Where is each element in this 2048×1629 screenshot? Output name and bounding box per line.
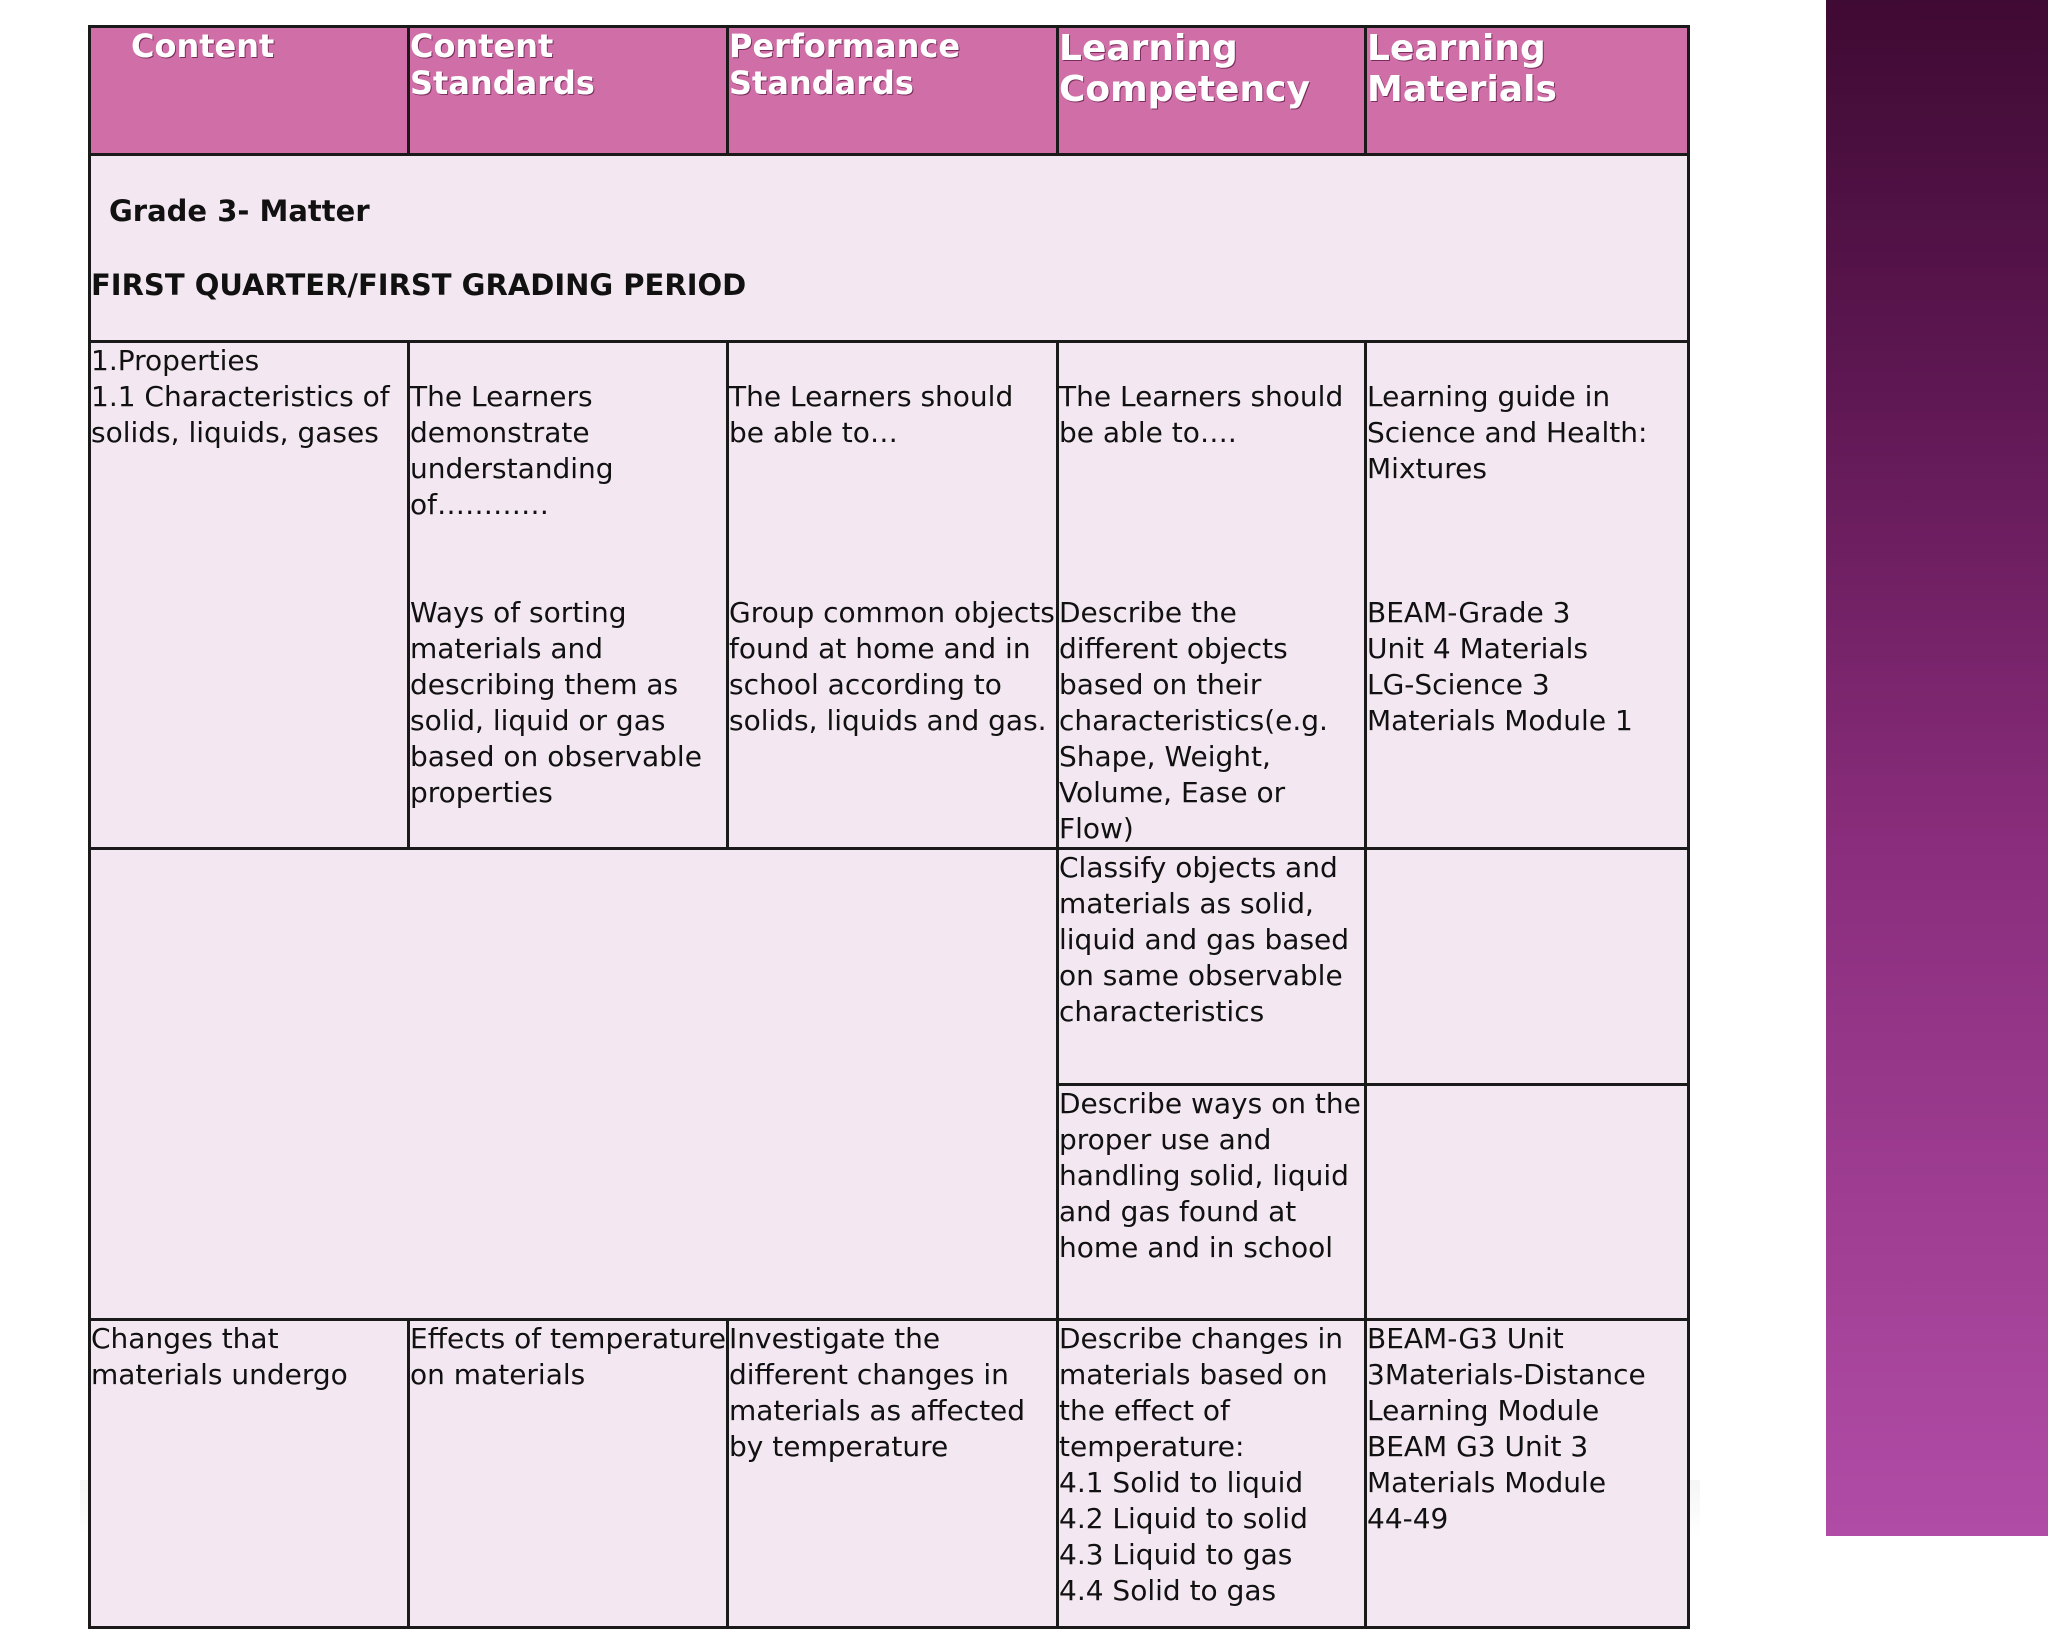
header-performance-standards: Performance Standards — [728, 27, 1058, 155]
section-row — [90, 155, 1689, 342]
row1-learning-materials — [1366, 342, 1689, 849]
row1-competency-body: Describe the different objects based on their characteristics(e.g. Shape, Weight, Volume, Ease or Flow) — [1059, 596, 1328, 845]
section-heading-cell — [90, 155, 1689, 342]
row4-learning-materials — [1366, 1320, 1689, 1628]
header-row — [90, 27, 1689, 155]
row4-content-standards — [409, 1320, 728, 1628]
spacer — [1059, 451, 1364, 559]
spacer — [410, 523, 726, 559]
row4-materials-text: BEAM-G3 Unit 3Materials-Distance Learning Module BEAM G3 Unit 3 Materials Module 44-49 — [1367, 1322, 1646, 1535]
row1-competency-intro: The Learners should be able to…. — [1059, 380, 1344, 449]
row2-learning-competency — [1058, 849, 1366, 1085]
header-learning-materials: Learning Materials — [1366, 27, 1689, 155]
header-content: Content — [90, 27, 409, 155]
row4-performance-text: Investigate the different changes in materials as affected by temperature — [729, 1322, 1026, 1463]
row4-content-standards-text: Effects of temperature on materials — [410, 1322, 726, 1391]
header-content-standards: Content Standards — [409, 27, 728, 155]
empty-merged-cell — [90, 849, 1058, 1320]
curriculum-table — [88, 25, 1690, 1629]
section-subtitle: FIRST QUARTER/FIRST GRADING PERIOD — [91, 268, 747, 302]
row1-performance-standards — [728, 342, 1058, 849]
row4-content — [90, 1320, 409, 1628]
row1-materials-body: BEAM-Grade 3 Unit 4 Materials LG-Science 3 Materials Module 1 — [1367, 596, 1633, 737]
decorative-side-band — [1826, 0, 2048, 1536]
row2-competency-text: Classify objects and materials as solid, liquid and gas based on same observable characteristics — [1059, 851, 1350, 1028]
row1-materials-intro: Learning guide in Science and Health: Mixtures — [1367, 380, 1648, 485]
table-row — [90, 342, 1689, 849]
row3-learning-competency — [1058, 1085, 1366, 1320]
row1-content — [90, 342, 409, 849]
table-row — [90, 849, 1689, 1085]
table-row — [90, 1320, 1689, 1628]
row1-learning-competency — [1058, 342, 1366, 849]
row4-competency-text: Describe changes in materials based on the effect of temperature: 4.1 Solid to liquid 4.2 Liquid to solid 4.3 Liquid to gas 4.4 Solid to gas — [1059, 1322, 1344, 1607]
row1-content-text: 1.Properties 1.1 Characteristics of solids, liquids, gases — [91, 344, 390, 449]
row3-competency-text: Describe ways on the proper use and handling solid, liquid and gas found at home and in school — [1059, 1087, 1361, 1264]
header-learning-competency: Learning Competency — [1058, 27, 1366, 155]
spacer — [1367, 487, 1687, 559]
spacer — [729, 451, 1056, 559]
row4-learning-competency — [1058, 1320, 1366, 1628]
row2-learning-materials — [1366, 849, 1689, 1085]
row1-performance-body: Group common objects found at home and in school according to solids, liquids and gas. — [729, 596, 1055, 737]
row1-content-standards-body: Ways of sorting materials and describing them as solid, liquid or gas based on observable properties — [410, 596, 702, 809]
section-title: Grade 3- Matter — [109, 194, 370, 228]
row1-content-standards-intro: The Learners demonstrate understanding of………… — [410, 380, 614, 521]
row3-learning-materials — [1366, 1085, 1689, 1320]
row4-content-text: Changes that materials undergo — [91, 1322, 348, 1391]
row4-performance-standards — [728, 1320, 1058, 1628]
row1-content-standards — [409, 342, 728, 849]
row1-performance-intro: The Learners should be able to… — [729, 380, 1014, 449]
